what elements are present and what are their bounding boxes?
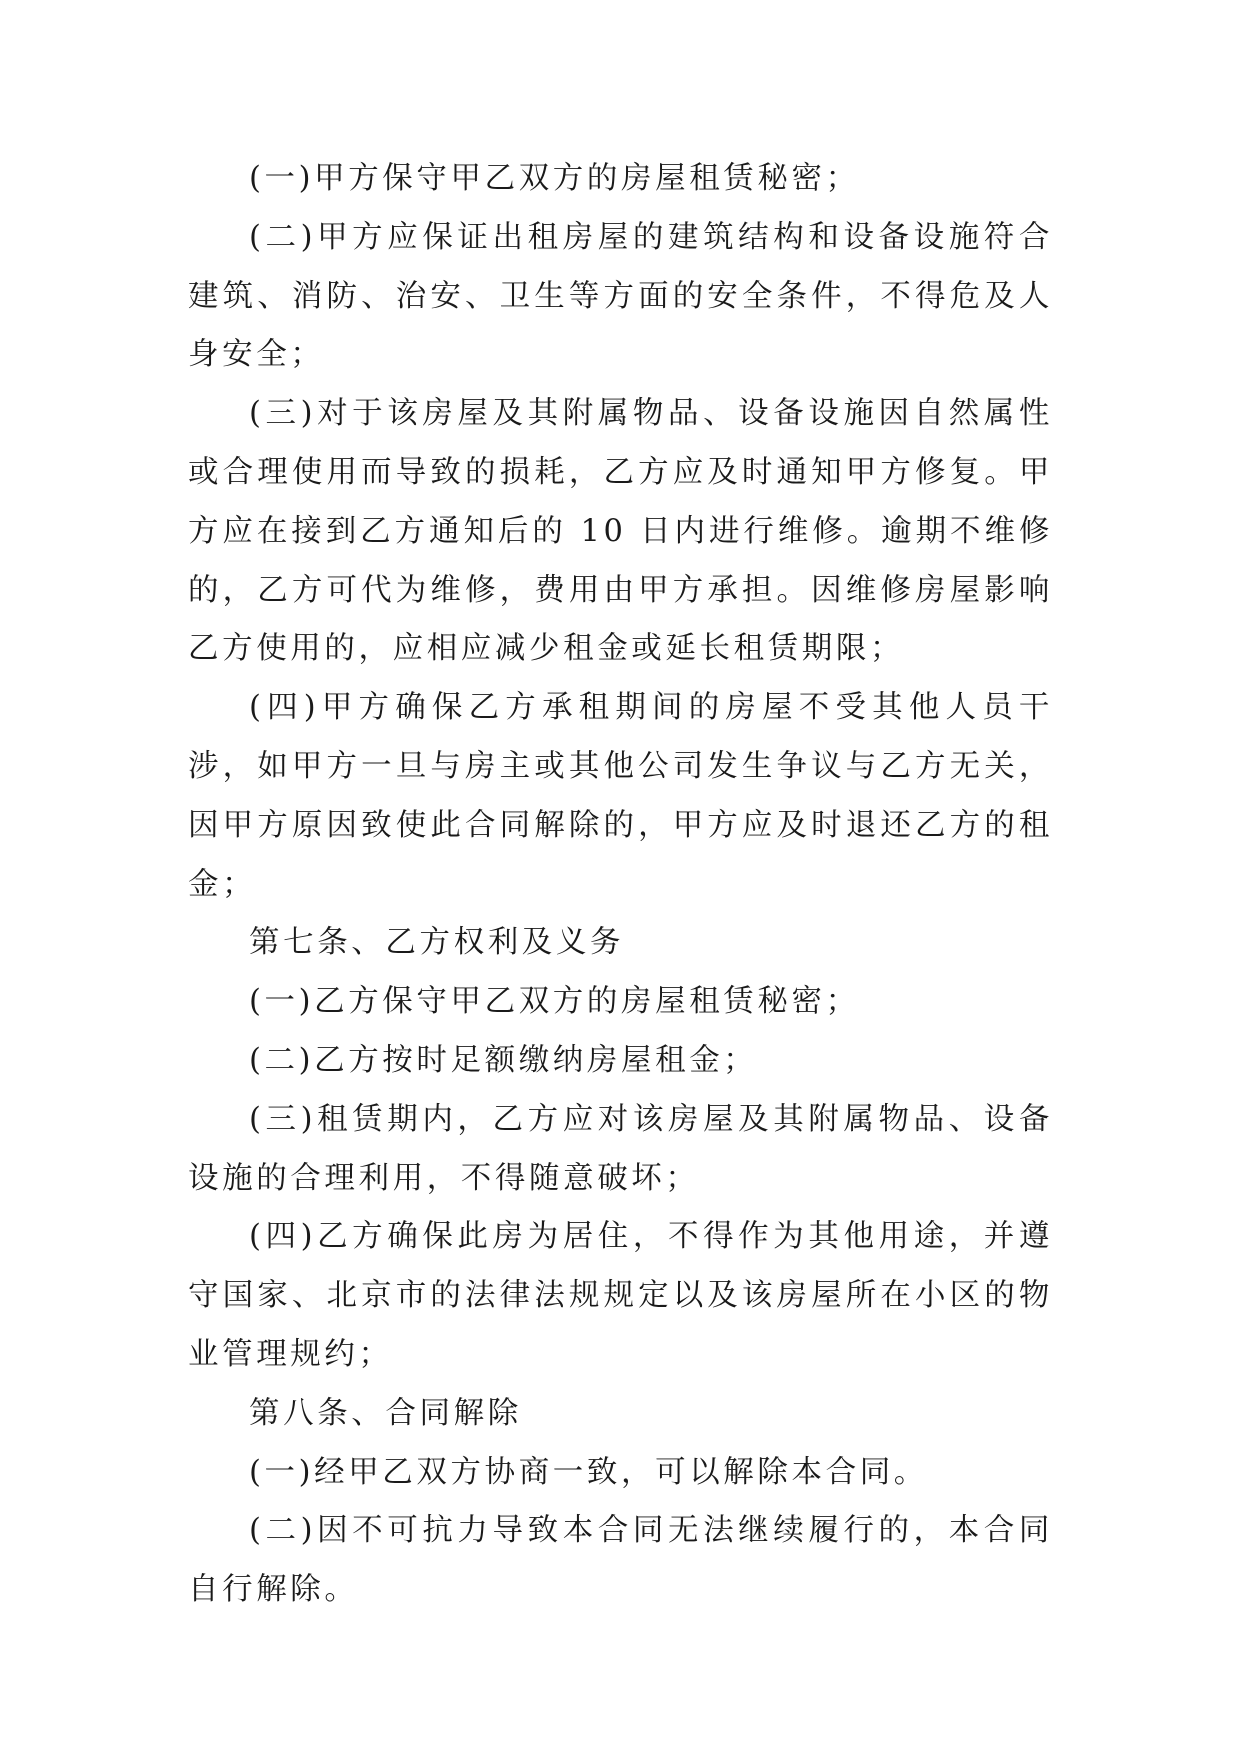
clause-7-item-2: (二)乙方按时足额缴纳房屋租金； — [249, 1042, 758, 1078]
clause-7-item-4: (四)乙方确保此房为居住，不得作为其他用途，并遵守国家、北京市的法律法规规定以及该房屋所在小区的物业管理规约； — [188, 1219, 1053, 1372]
clause-7-item-3: (三)租赁期内，乙方应对该房屋及其附属物品、设备设施的合理利用，不得随意破坏； — [188, 1101, 1053, 1196]
clause-6-item-1: (一)甲方保守甲乙双方的房屋租赁秘密； — [249, 161, 860, 196]
clause-7-heading: 第七条、乙方权利及义务 — [249, 925, 625, 961]
clause-8-item-2: (二)因不可抗力导致本合同无法继续履行的，本合同自行解除。 — [188, 1513, 1053, 1608]
clause-7-item-1: (一)乙方保守甲乙双方的房屋租赁秘密； — [249, 984, 860, 1020]
clause-8-item-1: (一)经甲乙双方协商一致，可以解除本合同。 — [249, 1454, 928, 1490]
clause-6-item-2: (二)甲方应保证出租房屋的建筑结构和设备设施符合建筑、消防、治安、卫生等方面的安全条件，不得危及人身安全； — [188, 219, 1053, 373]
clause-8-heading: 第八条、合同解除 — [249, 1395, 522, 1431]
clause-6-item-4: (四)甲方确保乙方承租期间的房屋不受其他人员干涉，如甲方一旦与房主或其他公司发生争议与乙方无关，因甲方原因致使此合同解除的，甲方应及时退还乙方的租金； — [188, 690, 1053, 902]
clause-6-item-3: (三)对于该房屋及其附属物品、设备设施因自然属性或合理使用而导致的损耗，乙方应及时通知甲方修复。甲方应在接到乙方通知后的 10 日内进行维修。逾期不维修的，乙方可代为维修，费用由甲方承担。因维修房屋影响乙方使用的，应相应减少租金或延长租赁期限； — [188, 396, 1053, 667]
document-body — [188, 150, 1053, 1620]
